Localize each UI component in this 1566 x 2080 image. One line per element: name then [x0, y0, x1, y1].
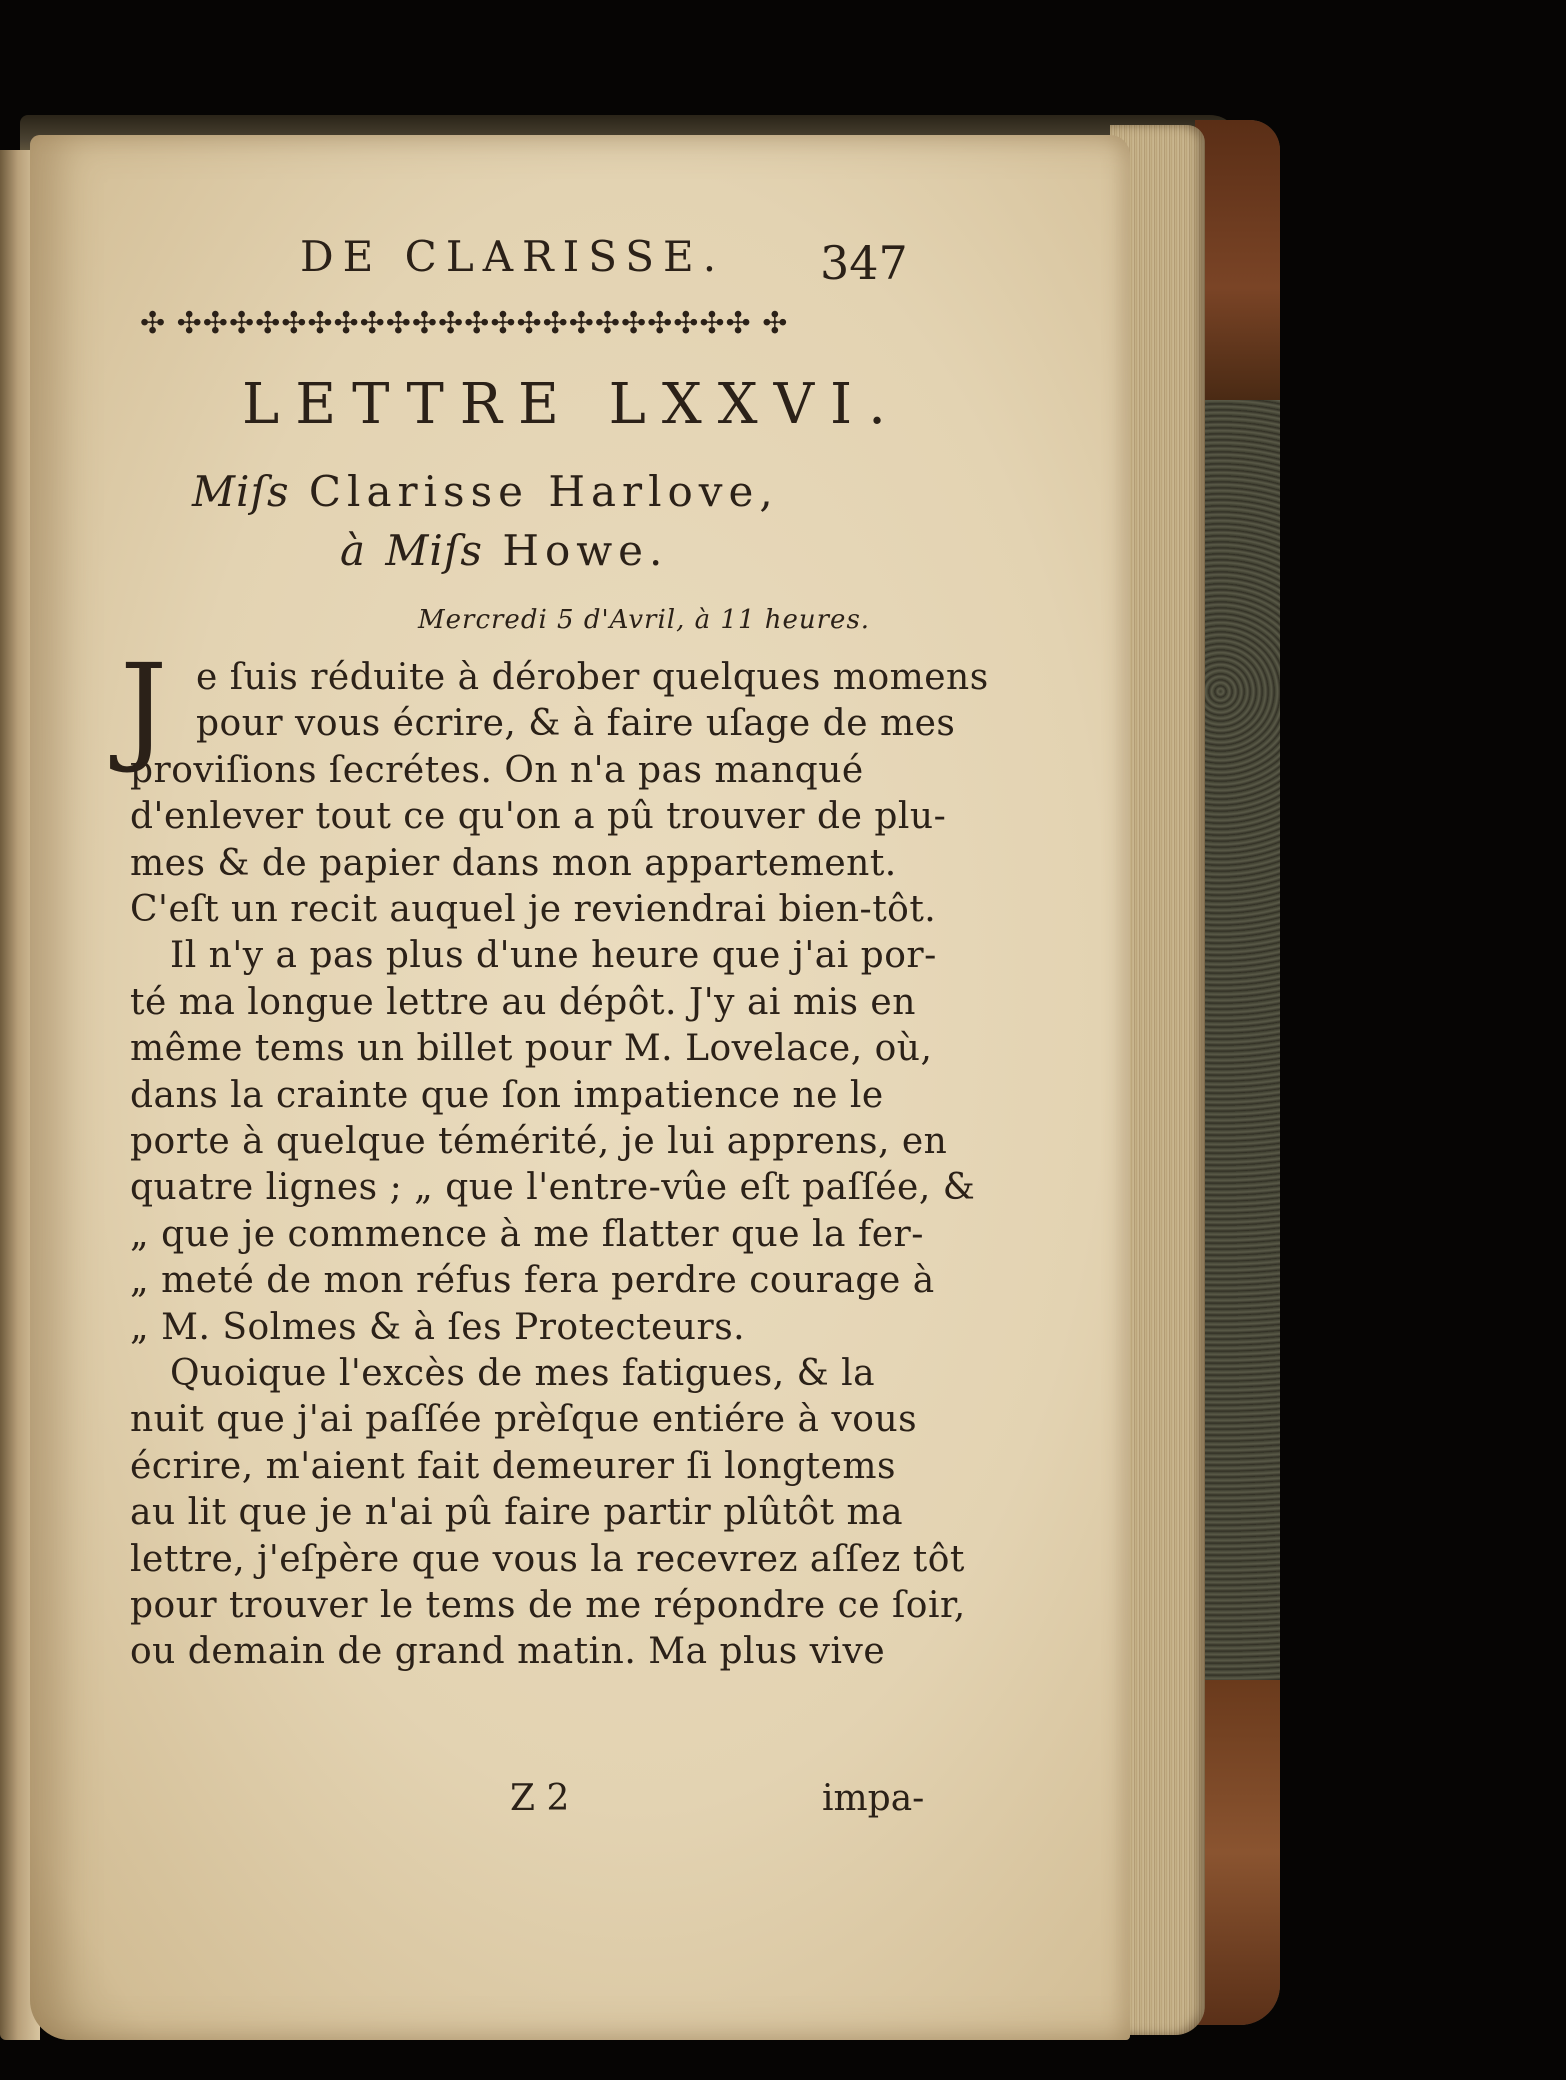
- body-line: pour trouver le tems de me répondre ce ſoir,: [130, 1585, 966, 1626]
- running-head: DE CLARISSE.: [300, 232, 726, 281]
- body-line: e ſuis réduite à dérober quelques momens: [196, 657, 989, 698]
- body-line: dans la crainte que ſon impatience ne le: [130, 1074, 884, 1116]
- salutation-line-2: [340, 526, 668, 575]
- salutation-line-1: [192, 467, 779, 516]
- body-line: lettre, j'eſpère que vous la recevrez aſſez tôt: [130, 1538, 965, 1580]
- dateline: Mercredi 5 d'Avril, à 11 heures.: [418, 605, 871, 635]
- letter-title: LETTRE LXXVI.: [242, 372, 902, 437]
- body-line: quatre lignes ; „ que l'entre-vûe eſt paſſée, &: [130, 1167, 976, 1209]
- body-line: d'enlever tout ce qu'on a pû trouver de plu-: [130, 796, 947, 838]
- signature-mark: Z 2: [510, 1778, 570, 1819]
- body-line: porte à quelque témérité, je lui apprens, en: [130, 1121, 948, 1162]
- body-line: Il n'y a pas plus d'une heure que j'ai por-: [170, 935, 937, 977]
- body-line: proviſions ſecrétes. On n'a pas manqué: [130, 749, 864, 791]
- body-line: té ma longue lettre au dépôt. J'y ai mis en: [130, 981, 916, 1023]
- drop-cap: J: [120, 638, 168, 776]
- ornament-rule: ✣ ✣✣✣✣✣✣✣✣✣✣✣✣✣✣✣✣✣✣✣✣✣✣ ✣: [140, 306, 789, 340]
- salutation-name: Clarisse Harlove,: [308, 467, 779, 516]
- catchword: impa-: [822, 1778, 925, 1819]
- salutation-miss-2: Miſs: [385, 526, 483, 575]
- page-number: 347: [820, 236, 908, 290]
- salutation-miss: Miſs: [192, 467, 290, 516]
- cover-leather-corner-bottom: [1195, 1680, 1280, 2025]
- body-line: écrire, m'aient fait demeurer ſi longtems: [130, 1445, 896, 1487]
- body-line: nuit que j'ai paſſée prèſque entiére à vous: [130, 1399, 918, 1441]
- cover-leather-corner-top: [1195, 120, 1280, 400]
- body-line: même tems un billet pour M. Lovelace, où,: [130, 1028, 933, 1070]
- salutation-a: à: [340, 526, 367, 575]
- salutation-recipient: Howe.: [502, 526, 669, 575]
- body-line: „ M. Solmes & à ſes Protecteurs.: [130, 1306, 746, 1348]
- body-line: pour vous écrire, & à faire uſage de mes: [196, 703, 956, 745]
- body-line: C'eſt un recit auquel je reviendrai bien-tôt.: [130, 889, 937, 930]
- body-line: „ meté de mon réfus fera perdre courage à: [130, 1260, 935, 1302]
- body-line: „ que je commence à me flatter que la fer-: [130, 1213, 924, 1255]
- body-line: mes & de papier dans mon appartement.: [130, 842, 897, 884]
- body-line: au lit que je n'ai pû faire partir plûtôt ma: [130, 1492, 904, 1534]
- body-line: Quoique l'excès de mes fatigues, & la: [170, 1353, 876, 1394]
- body-line: ou demain de grand matin. Ma plus vive: [130, 1631, 886, 1673]
